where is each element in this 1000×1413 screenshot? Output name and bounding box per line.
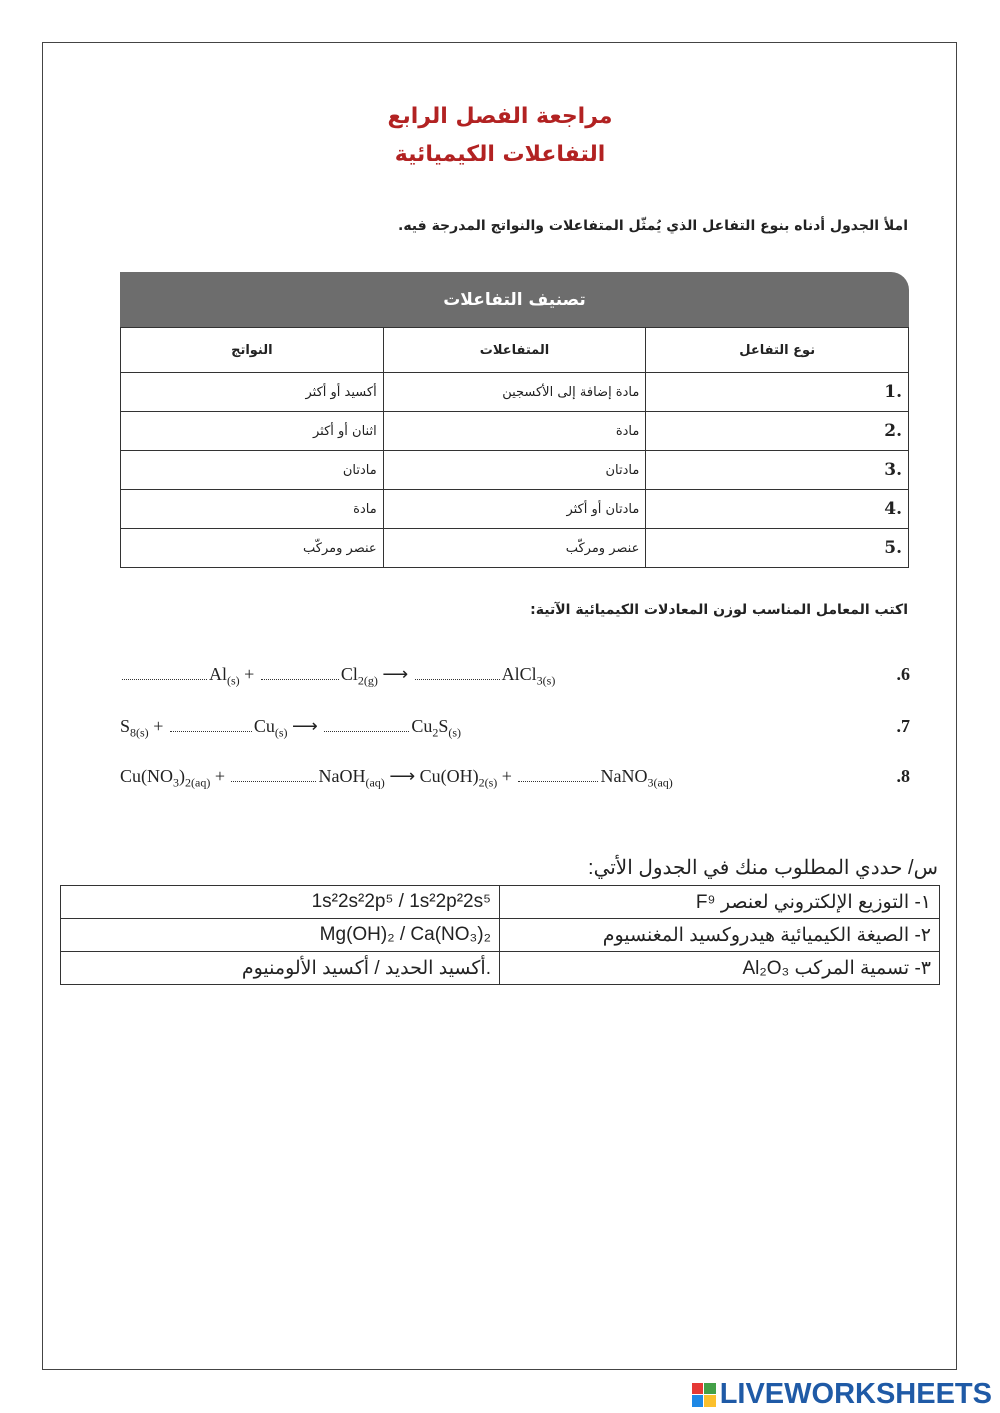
reaction-type-cell[interactable]: 5. bbox=[646, 529, 909, 568]
equation-7 bbox=[120, 716, 910, 756]
coefficient-blank[interactable] bbox=[231, 780, 316, 782]
question-number: .6 bbox=[896, 664, 910, 684]
table-row bbox=[61, 952, 940, 985]
reactants-cell: مادة إضافة إلى الأكسجين bbox=[383, 373, 646, 412]
question-2-heading: س/ حددي المطلوب منك في الجدول الأتي: bbox=[588, 857, 938, 879]
equation-expression: $Al_{(s)} + Cl_{2(g)}$ ⟶ AlCl$_{3(s)}$ bbox=[120, 664, 555, 689]
logo-text: LIVEWORKSHEETS bbox=[719, 1378, 992, 1410]
products-cell: مادة bbox=[121, 490, 384, 529]
answer-cell[interactable]: 1s²2s²2p⁵ / 1s²2p²2s⁵ bbox=[61, 886, 500, 919]
coefficient-blank[interactable] bbox=[518, 780, 598, 782]
reactants-cell: مادة bbox=[383, 412, 646, 451]
table-row bbox=[61, 886, 940, 919]
equation-expression: $Cu(NO_3)_{2(aq)}$ + NaOH$_{(aq)}$ ⟶ $Cu(OH)_{2(s)}$ + NaNO$_{3(aq)}$ bbox=[120, 766, 673, 790]
reactants-cell: مادتان bbox=[383, 451, 646, 490]
column-products: النواتج bbox=[121, 328, 384, 373]
equation-expression: $S_{8(s)} + Cu_{(s)}$ ⟶ $Cu_2S_{(s)}$ bbox=[120, 716, 462, 740]
table-row bbox=[121, 529, 909, 568]
reaction-type-cell[interactable]: 4. bbox=[646, 490, 909, 529]
coefficient-blank[interactable] bbox=[261, 678, 339, 680]
arrow-icon: ⟶ bbox=[292, 716, 318, 736]
column-reactants: المتفاعلات bbox=[383, 328, 646, 373]
products-cell: اثنان أو أكثر bbox=[121, 412, 384, 451]
title-line-2: التفاعلات الكيميائية bbox=[394, 142, 606, 167]
coefficient-blank[interactable] bbox=[122, 678, 207, 680]
question-cell: ٣- تسمية المركب Al₂O₃ bbox=[500, 952, 940, 985]
reaction-type-cell[interactable]: 3. bbox=[646, 451, 909, 490]
equation-6 bbox=[120, 664, 910, 704]
table-row bbox=[121, 490, 909, 529]
reactants-cell: مادتان أو أكثر bbox=[383, 490, 646, 529]
products-cell: أكسيد أو أكثر bbox=[121, 373, 384, 412]
title-line-1: مراجعة الفصل الرابع bbox=[387, 104, 613, 129]
reaction-type-cell[interactable]: 1. bbox=[646, 373, 909, 412]
arrow-icon: ⟶ bbox=[389, 766, 416, 786]
reaction-type-cell[interactable]: 2. bbox=[646, 412, 909, 451]
equation-8 bbox=[120, 766, 910, 806]
column-reaction-type: نوع التفاعل bbox=[646, 328, 909, 373]
table-row bbox=[121, 373, 909, 412]
products-cell: عنصر ومركّب bbox=[121, 529, 384, 568]
answer-cell[interactable]: أكسيد الحديد / أكسيد الألومنيوم. bbox=[61, 952, 500, 985]
table-row bbox=[121, 412, 909, 451]
question-cell: ١- التوزيع الإلكتروني لعنصر F⁹ bbox=[500, 886, 940, 919]
question-number: .7 bbox=[896, 716, 910, 736]
products-cell: مادتان bbox=[121, 451, 384, 490]
classification-table-header: تصنيف التفاعلات bbox=[120, 272, 909, 327]
question-number: .8 bbox=[896, 766, 910, 786]
answer-table bbox=[60, 885, 940, 985]
logo-mark-icon bbox=[692, 1383, 716, 1407]
liveworksheets-logo bbox=[692, 1378, 992, 1411]
table-row bbox=[61, 919, 940, 952]
table-row bbox=[121, 451, 909, 490]
question-cell: ٢- الصيغة الكيميائية هيدروكسيد المغنسيوم bbox=[500, 919, 940, 952]
reactants-cell: عنصر ومركّب bbox=[383, 529, 646, 568]
coefficient-blank[interactable] bbox=[170, 730, 252, 732]
instruction-fill-table: املأ الجدول أدناه بنوع التفاعل الذي يُمثّل المتفاعلات والنواتج المدرجة فيه. bbox=[398, 218, 908, 234]
arrow-icon: ⟶ bbox=[382, 664, 409, 684]
answer-cell[interactable]: Mg(OH)₂ / Ca(NO₃)₂ bbox=[61, 919, 500, 952]
table-header-row bbox=[121, 328, 909, 373]
classification-table bbox=[120, 272, 909, 568]
instruction-balance: اكتب المعامل المناسب لوزن المعادلات الكيميائية الآتية: bbox=[530, 602, 908, 618]
coefficient-blank[interactable] bbox=[415, 678, 500, 680]
page-frame bbox=[42, 42, 957, 1370]
coefficient-blank[interactable] bbox=[324, 730, 409, 732]
